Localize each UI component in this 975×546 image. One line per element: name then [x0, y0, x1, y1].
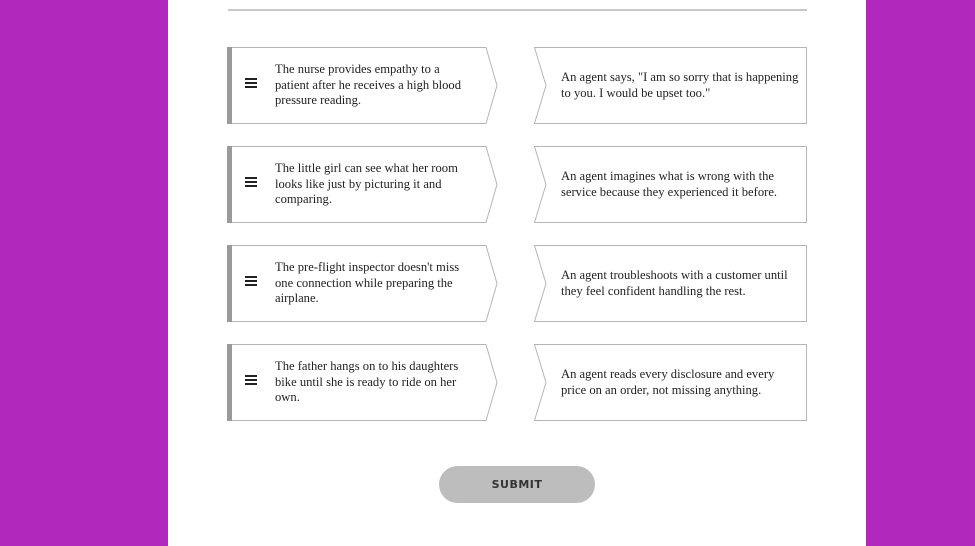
draggable-card[interactable] [227, 344, 498, 421]
target-card [534, 146, 807, 223]
match-row [227, 344, 807, 421]
target-card [534, 47, 807, 124]
target-text: An agent reads every disclosure and every price on an order, not missing anything. [561, 367, 775, 397]
match-row [227, 47, 807, 124]
card-text: The pre-flight inspector doesn't miss one connection while preparing the airplane. [275, 260, 460, 306]
target-card [534, 344, 807, 421]
target-text: An agent imagines what is wrong with the service because they experienced it before. [561, 169, 778, 199]
target-text: An agent says, "I am so sorry that is happening to you. I would be upset too." [561, 70, 799, 100]
target-card [534, 245, 807, 322]
divider [228, 9, 807, 11]
card-text: The nurse provides empathy to a patient after he receives a high blood pressure reading. [275, 62, 462, 108]
submit-button[interactable]: SUBMIT [439, 466, 595, 503]
card-text: The father hangs on to his daughters bike until she is ready to ride on her own. [275, 359, 459, 405]
drag-handle-icon[interactable] [245, 274, 257, 288]
match-row [227, 245, 807, 322]
drag-handle-icon[interactable] [245, 76, 257, 90]
draggable-card[interactable] [227, 47, 498, 124]
draggable-card[interactable] [227, 146, 498, 223]
card-text: The little girl can see what her room looks like just by picturing it and comparing. [275, 161, 458, 207]
drag-handle-icon[interactable] [245, 373, 257, 387]
draggable-card[interactable] [227, 245, 498, 322]
main-panel [168, 0, 866, 546]
match-row [227, 146, 807, 223]
target-text: An agent troubleshoots with a customer until they feel confident handling the rest. [561, 268, 788, 298]
drag-handle-icon[interactable] [245, 175, 257, 189]
